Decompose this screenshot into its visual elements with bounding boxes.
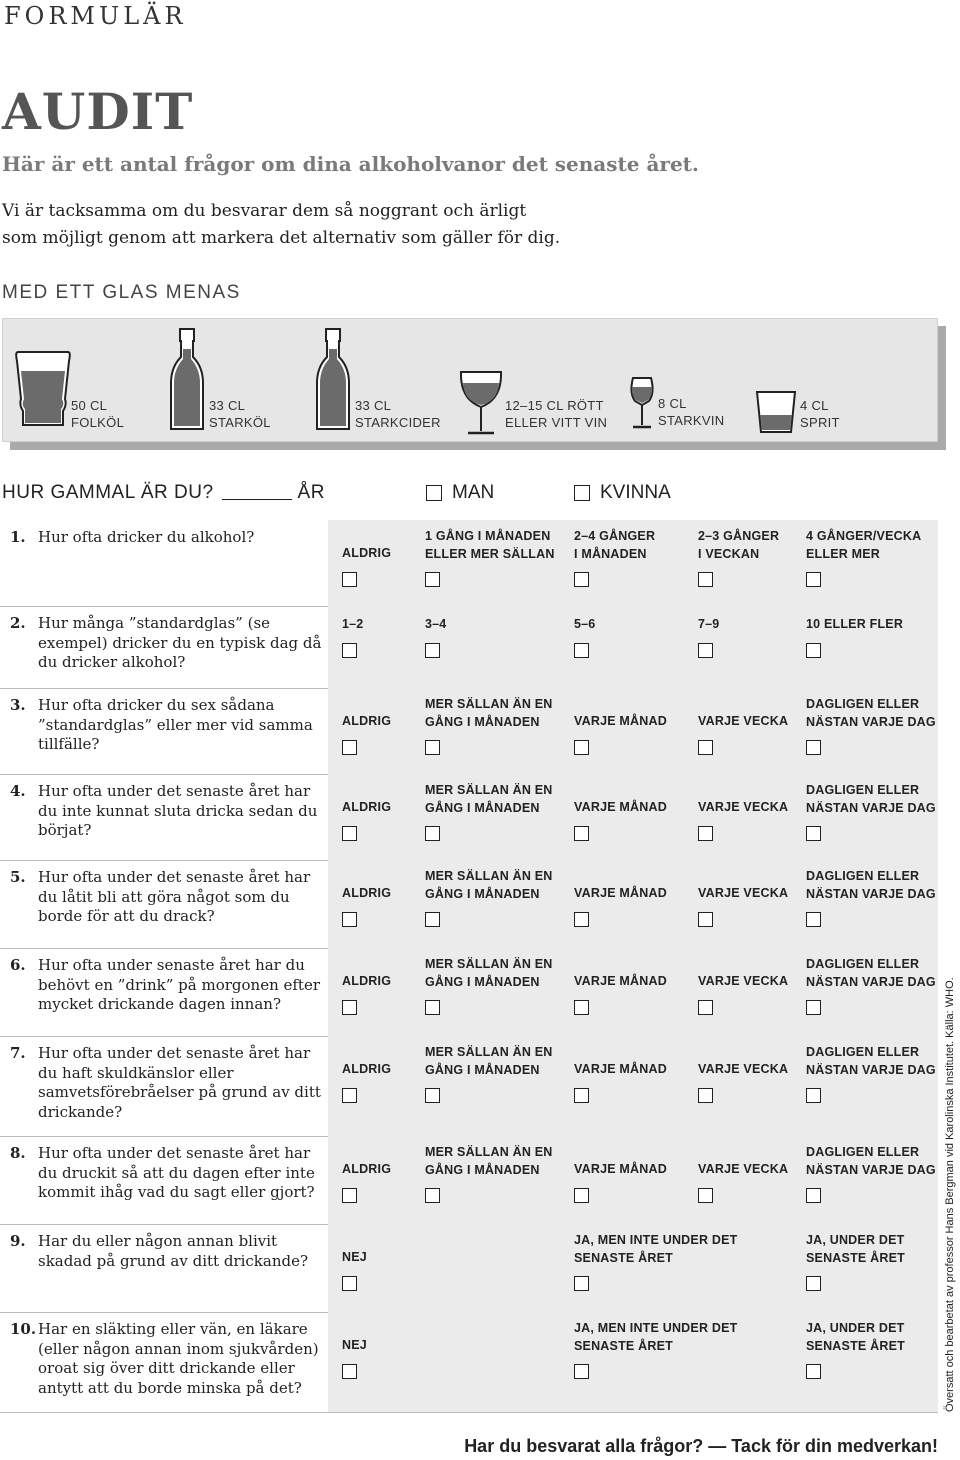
option-label (574, 1320, 737, 1355)
option-label (806, 1232, 905, 1267)
answer-checkbox[interactable] (806, 643, 821, 658)
female-label: KVINNA (600, 482, 671, 503)
option-label (425, 528, 555, 563)
option-label-line: DAGLIGEN ELLER (806, 869, 920, 883)
option-label (425, 696, 553, 731)
answer-checkbox[interactable] (425, 1088, 440, 1103)
option-label (342, 1337, 367, 1355)
option-label (574, 713, 667, 731)
answer-checkbox[interactable] (698, 1088, 713, 1103)
option-label-line: 1 GÅNG I MÅNADEN (425, 529, 551, 543)
option-label (806, 956, 936, 991)
option-label (806, 1320, 905, 1355)
option-label-line: GÅNG I MÅNADEN (425, 714, 540, 729)
answer-checkbox[interactable] (425, 1188, 440, 1203)
option-label (574, 799, 667, 817)
option-label-line: NÄSTAN VARJE DAG (806, 800, 936, 815)
option-label-line: GÅNG I MÅNADEN (425, 1162, 540, 1177)
answer-checkbox[interactable] (698, 912, 713, 927)
option-label (574, 528, 655, 563)
answer-checkbox[interactable] (698, 826, 713, 841)
question-5 (10, 868, 328, 925)
question-text: Hur ofta under det senaste året har du inte kunnat sluta dricka sedan du börjat? (38, 782, 318, 839)
answer-checkbox[interactable] (806, 740, 821, 755)
option-label (342, 799, 391, 817)
option-label-line: DAGLIGEN ELLER (806, 957, 920, 971)
cider-bottle-icon (313, 327, 353, 433)
question-6 (10, 956, 328, 1013)
glass-label-starkcider: 33 CL STARKCIDER (355, 398, 441, 430)
answer-checkbox[interactable] (806, 912, 821, 927)
option-label-line: VARJE MÅNAD (574, 1162, 667, 1176)
answer-checkbox[interactable] (425, 572, 440, 587)
answer-checkbox[interactable] (698, 643, 713, 658)
question-text: Har en släkting eller vän, en läkare (eller någon annan inom sjukvården) oroat sig över ditt drickande eller antytt att du borde minska på det? (38, 1320, 319, 1397)
option-label-line: 2–3 GÅNGER (698, 529, 780, 543)
option-label-line: 2–4 GÅNGER (574, 529, 656, 543)
answer-checkbox[interactable] (574, 912, 589, 927)
option-label-line: GÅNG I MÅNADEN (425, 800, 540, 815)
option-label-line: SENASTE ÅRET (574, 1338, 673, 1353)
male-checkbox[interactable] (426, 485, 442, 501)
option-label (574, 885, 667, 903)
option-label (574, 1061, 667, 1079)
answer-checkbox[interactable] (698, 1188, 713, 1203)
question-8 (10, 1144, 328, 1201)
answer-checkbox[interactable] (425, 740, 440, 755)
answer-checkbox[interactable] (342, 826, 357, 841)
option-label (698, 973, 788, 991)
option-label-line: MER SÄLLAN ÄN EN (425, 697, 553, 711)
option-label-line: ALDRIG (342, 1162, 392, 1176)
option-label (342, 616, 363, 634)
glass-label-starkol: 33 CL STARKÖL (209, 398, 271, 430)
question-text: Hur ofta dricker du sex sådana ”standardglas” eller mer vid samma tillfälle? (38, 696, 313, 753)
question-text: Hur ofta dricker du alkohol? (38, 528, 255, 546)
closing-message: Har du besvarat alla frågor? — Tack för din medverkan! (464, 1436, 938, 1456)
answer-checkbox[interactable] (806, 1000, 821, 1015)
answer-checkbox[interactable] (342, 1364, 357, 1379)
answer-checkbox[interactable] (806, 1188, 821, 1203)
option-label (342, 1249, 367, 1267)
option-label (342, 545, 391, 563)
answer-checkbox[interactable] (698, 740, 713, 755)
option-label-line: MER SÄLLAN ÄN EN (425, 1145, 553, 1159)
option-label (698, 616, 719, 634)
option-label-line: NÄSTAN VARJE DAG (806, 1062, 936, 1077)
option-label-line: ALDRIG (342, 886, 392, 900)
age-question-label: HUR GAMMAL ÄR DU? (2, 482, 214, 503)
option-label-line: 1–2 (342, 617, 364, 631)
answer-checkbox[interactable] (698, 1000, 713, 1015)
option-label-line: GÅNG I MÅNADEN (425, 974, 540, 989)
option-label (698, 1161, 788, 1179)
question-10 (10, 1320, 328, 1397)
beer-glass-icon (15, 349, 71, 429)
option-label-line: 4 GÅNGER/VECKA (806, 529, 922, 543)
glass-heading: MED ETT GLAS MENAS (2, 282, 241, 303)
intro-text (2, 198, 702, 252)
option-label (342, 713, 391, 731)
age-question (2, 482, 325, 504)
question-1 (10, 528, 328, 548)
question-number: 4. (10, 782, 26, 800)
question-2 (10, 614, 328, 671)
question-number: 1. (10, 528, 26, 546)
answer-checkbox[interactable] (425, 826, 440, 841)
glass-label-folkol: 50 CL FOLKÖL (71, 398, 125, 430)
option-label (342, 885, 391, 903)
option-label-line: VARJE VECKA (698, 974, 789, 988)
answer-checkbox[interactable] (342, 1188, 357, 1203)
question-number: 8. (10, 1144, 26, 1162)
question-text: Hur ofta under senaste året har du behövt en ”drink” på morgonen efter mycket drickande dagen innan? (38, 956, 321, 1013)
option-label (574, 1161, 667, 1179)
answer-checkbox[interactable] (574, 1000, 589, 1015)
fortified-wine-glass-icon (627, 375, 657, 433)
glass-examples-panel (2, 318, 938, 442)
option-label (806, 616, 903, 634)
option-label (698, 713, 788, 731)
option-label-line: MER SÄLLAN ÄN EN (425, 869, 553, 883)
answer-checkbox[interactable] (574, 1364, 589, 1379)
option-label-line: ELLER MER (806, 546, 881, 561)
answer-checkbox[interactable] (342, 740, 357, 755)
question-text: Hur många ”standardglas” (se exempel) dricker du en typisk dag då du dricker alkohol? (38, 614, 322, 671)
question-number: 6. (10, 956, 26, 974)
option-label (425, 1044, 553, 1079)
answer-checkbox[interactable] (574, 572, 589, 587)
option-label (806, 528, 921, 563)
source-note: Översatt och bearbetat av professor Hans Bergman vid Karolinska Institutet. Källa: WHO. (944, 977, 956, 1412)
option-label-line: 5–6 (574, 617, 596, 631)
intro-line-2: som möjligt genom att markera det alternativ som gäller för dig. (2, 228, 561, 248)
answer-checkbox[interactable] (342, 1088, 357, 1103)
answer-checkbox[interactable] (574, 826, 589, 841)
option-label (806, 1144, 936, 1179)
answer-checkbox[interactable] (574, 1276, 589, 1291)
page-title: AUDIT (2, 82, 194, 141)
option-label-line: ELLER MER SÄLLAN (425, 546, 555, 561)
option-label-line: DAGLIGEN ELLER (806, 697, 920, 711)
answer-checkbox[interactable] (574, 643, 589, 658)
option-label-line: VARJE VECKA (698, 886, 789, 900)
answer-checkbox[interactable] (342, 1000, 357, 1015)
answer-checkbox[interactable] (342, 643, 357, 658)
option-label (698, 885, 788, 903)
option-label-line: NÄSTAN VARJE DAG (806, 974, 936, 989)
answer-checkbox[interactable] (698, 572, 713, 587)
option-label-line: SENASTE ÅRET (806, 1338, 905, 1353)
option-label (342, 973, 391, 991)
answer-checkbox[interactable] (342, 1276, 357, 1291)
option-label (425, 956, 553, 991)
option-label (574, 1232, 737, 1267)
option-label-line: VARJE MÅNAD (574, 886, 667, 900)
option-label (698, 799, 788, 817)
option-label-line: ALDRIG (342, 1062, 392, 1076)
option-label-line: VARJE MÅNAD (574, 800, 667, 814)
page-subtitle: Här är ett antal frågor om dina alkoholvanor det senaste året. (2, 152, 699, 176)
question-number: 9. (10, 1232, 26, 1250)
option-label-line: GÅNG I MÅNADEN (425, 886, 540, 901)
option-label (425, 868, 553, 903)
option-label-line: DAGLIGEN ELLER (806, 1045, 920, 1059)
option-label (806, 1044, 936, 1079)
question-number: 7. (10, 1044, 26, 1062)
option-label-line: VARJE VECKA (698, 1162, 789, 1176)
option-label-line: 10 ELLER FLER (806, 617, 904, 631)
option-label-line: NÄSTAN VARJE DAG (806, 714, 936, 729)
glass-label-sprit: 4 CL SPRIT (800, 398, 840, 430)
option-label-line: DAGLIGEN ELLER (806, 1145, 920, 1159)
form-label: FORMULÄR (4, 2, 187, 30)
option-label-line: ALDRIG (342, 800, 392, 814)
row-divider (0, 1412, 938, 1413)
option-label (806, 696, 936, 731)
option-label (425, 616, 446, 634)
option-label (574, 616, 595, 634)
answer-checkbox[interactable] (806, 1364, 821, 1379)
spirit-glass-icon (755, 389, 797, 435)
glass-label-vin: 12–15 CL RÖTT ELLER VITT VIN (505, 398, 608, 430)
question-number: 2. (10, 614, 26, 632)
question-3 (10, 696, 328, 753)
option-label-line: VARJE MÅNAD (574, 714, 667, 728)
option-label-line: SENASTE ÅRET (806, 1250, 905, 1265)
answer-checkbox[interactable] (342, 572, 357, 587)
wine-glass-icon (458, 369, 504, 437)
question-number: 10. (10, 1320, 37, 1338)
answer-checkbox[interactable] (806, 572, 821, 587)
option-label-line: NÄSTAN VARJE DAG (806, 886, 936, 901)
question-text: Hur ofta under det senaste året har du haft skuldkänslor eller samvetsförebråelser på grund av ditt drickande? (38, 1044, 321, 1121)
question-9 (10, 1232, 328, 1270)
age-unit: ÅR (297, 482, 325, 503)
option-label-line: SENASTE ÅRET (574, 1250, 673, 1265)
option-label (698, 1061, 788, 1079)
age-input-line[interactable] (222, 499, 292, 500)
answer-checkbox[interactable] (425, 912, 440, 927)
answer-checkbox[interactable] (574, 740, 589, 755)
option-label (342, 1061, 391, 1079)
answer-checkbox[interactable] (342, 912, 357, 927)
option-label (806, 868, 936, 903)
option-label-line: VARJE VECKA (698, 1062, 789, 1076)
option-label (574, 973, 667, 991)
beer-bottle-icon (167, 327, 207, 433)
option-label-line: NEJ (342, 1338, 367, 1352)
question-7 (10, 1044, 328, 1121)
option-label-line: I MÅNADEN (574, 546, 647, 561)
option-label-line: JA, MEN INTE UNDER DET (574, 1321, 738, 1335)
option-label (425, 1144, 553, 1179)
answer-checkbox[interactable] (574, 1188, 589, 1203)
female-checkbox[interactable] (574, 485, 590, 501)
answer-checkbox[interactable] (574, 1088, 589, 1103)
option-label-line: I VECKAN (698, 546, 760, 561)
option-label-line: NEJ (342, 1250, 367, 1264)
option-label-line: VARJE MÅNAD (574, 974, 667, 988)
option-label-line: VARJE VECKA (698, 714, 789, 728)
option-label (806, 782, 936, 817)
answer-checkbox[interactable] (425, 643, 440, 658)
option-label-line: JA, UNDER DET (806, 1321, 905, 1335)
option-label (698, 528, 779, 563)
option-label (425, 782, 553, 817)
glass-label-starkvin: 8 CL STARKVIN (658, 396, 725, 428)
answer-checkbox[interactable] (806, 1276, 821, 1291)
question-number: 5. (10, 868, 26, 886)
option-label-line: NÄSTAN VARJE DAG (806, 1162, 936, 1177)
question-text: Har du eller någon annan blivit skadad på grund av ditt drickande? (38, 1232, 309, 1270)
option-label-line: MER SÄLLAN ÄN EN (425, 957, 553, 971)
option-label-line: 7–9 (698, 617, 720, 631)
male-label: MAN (452, 482, 495, 503)
option-label-line: VARJE MÅNAD (574, 1062, 667, 1076)
option-label-line: MER SÄLLAN ÄN EN (425, 1045, 553, 1059)
option-label-line: ALDRIG (342, 714, 392, 728)
option-label-line: ALDRIG (342, 546, 392, 560)
answer-checkbox[interactable] (425, 1000, 440, 1015)
option-label-line: JA, MEN INTE UNDER DET (574, 1233, 738, 1247)
question-4 (10, 782, 328, 839)
answer-checkbox[interactable] (806, 1088, 821, 1103)
option-label-line: GÅNG I MÅNADEN (425, 1062, 540, 1077)
option-label-line: JA, UNDER DET (806, 1233, 905, 1247)
question-number: 3. (10, 696, 26, 714)
answer-checkbox[interactable] (806, 826, 821, 841)
intro-line-1: Vi är tacksamma om du besvarar dem så noggrant och ärligt (2, 201, 527, 221)
option-label-line: 3–4 (425, 617, 447, 631)
question-text: Hur ofta under det senaste året har du druckit så att du dagen efter inte kommit ihåg vad du sagt eller gjort? (38, 1144, 315, 1201)
option-label-line: VARJE VECKA (698, 800, 789, 814)
option-label-line: ALDRIG (342, 974, 392, 988)
question-text: Hur ofta under det senaste året har du låtit bli att göra något som du borde för att du drack? (38, 868, 311, 925)
option-label-line: MER SÄLLAN ÄN EN (425, 783, 553, 797)
option-label (342, 1161, 391, 1179)
option-label-line: DAGLIGEN ELLER (806, 783, 920, 797)
